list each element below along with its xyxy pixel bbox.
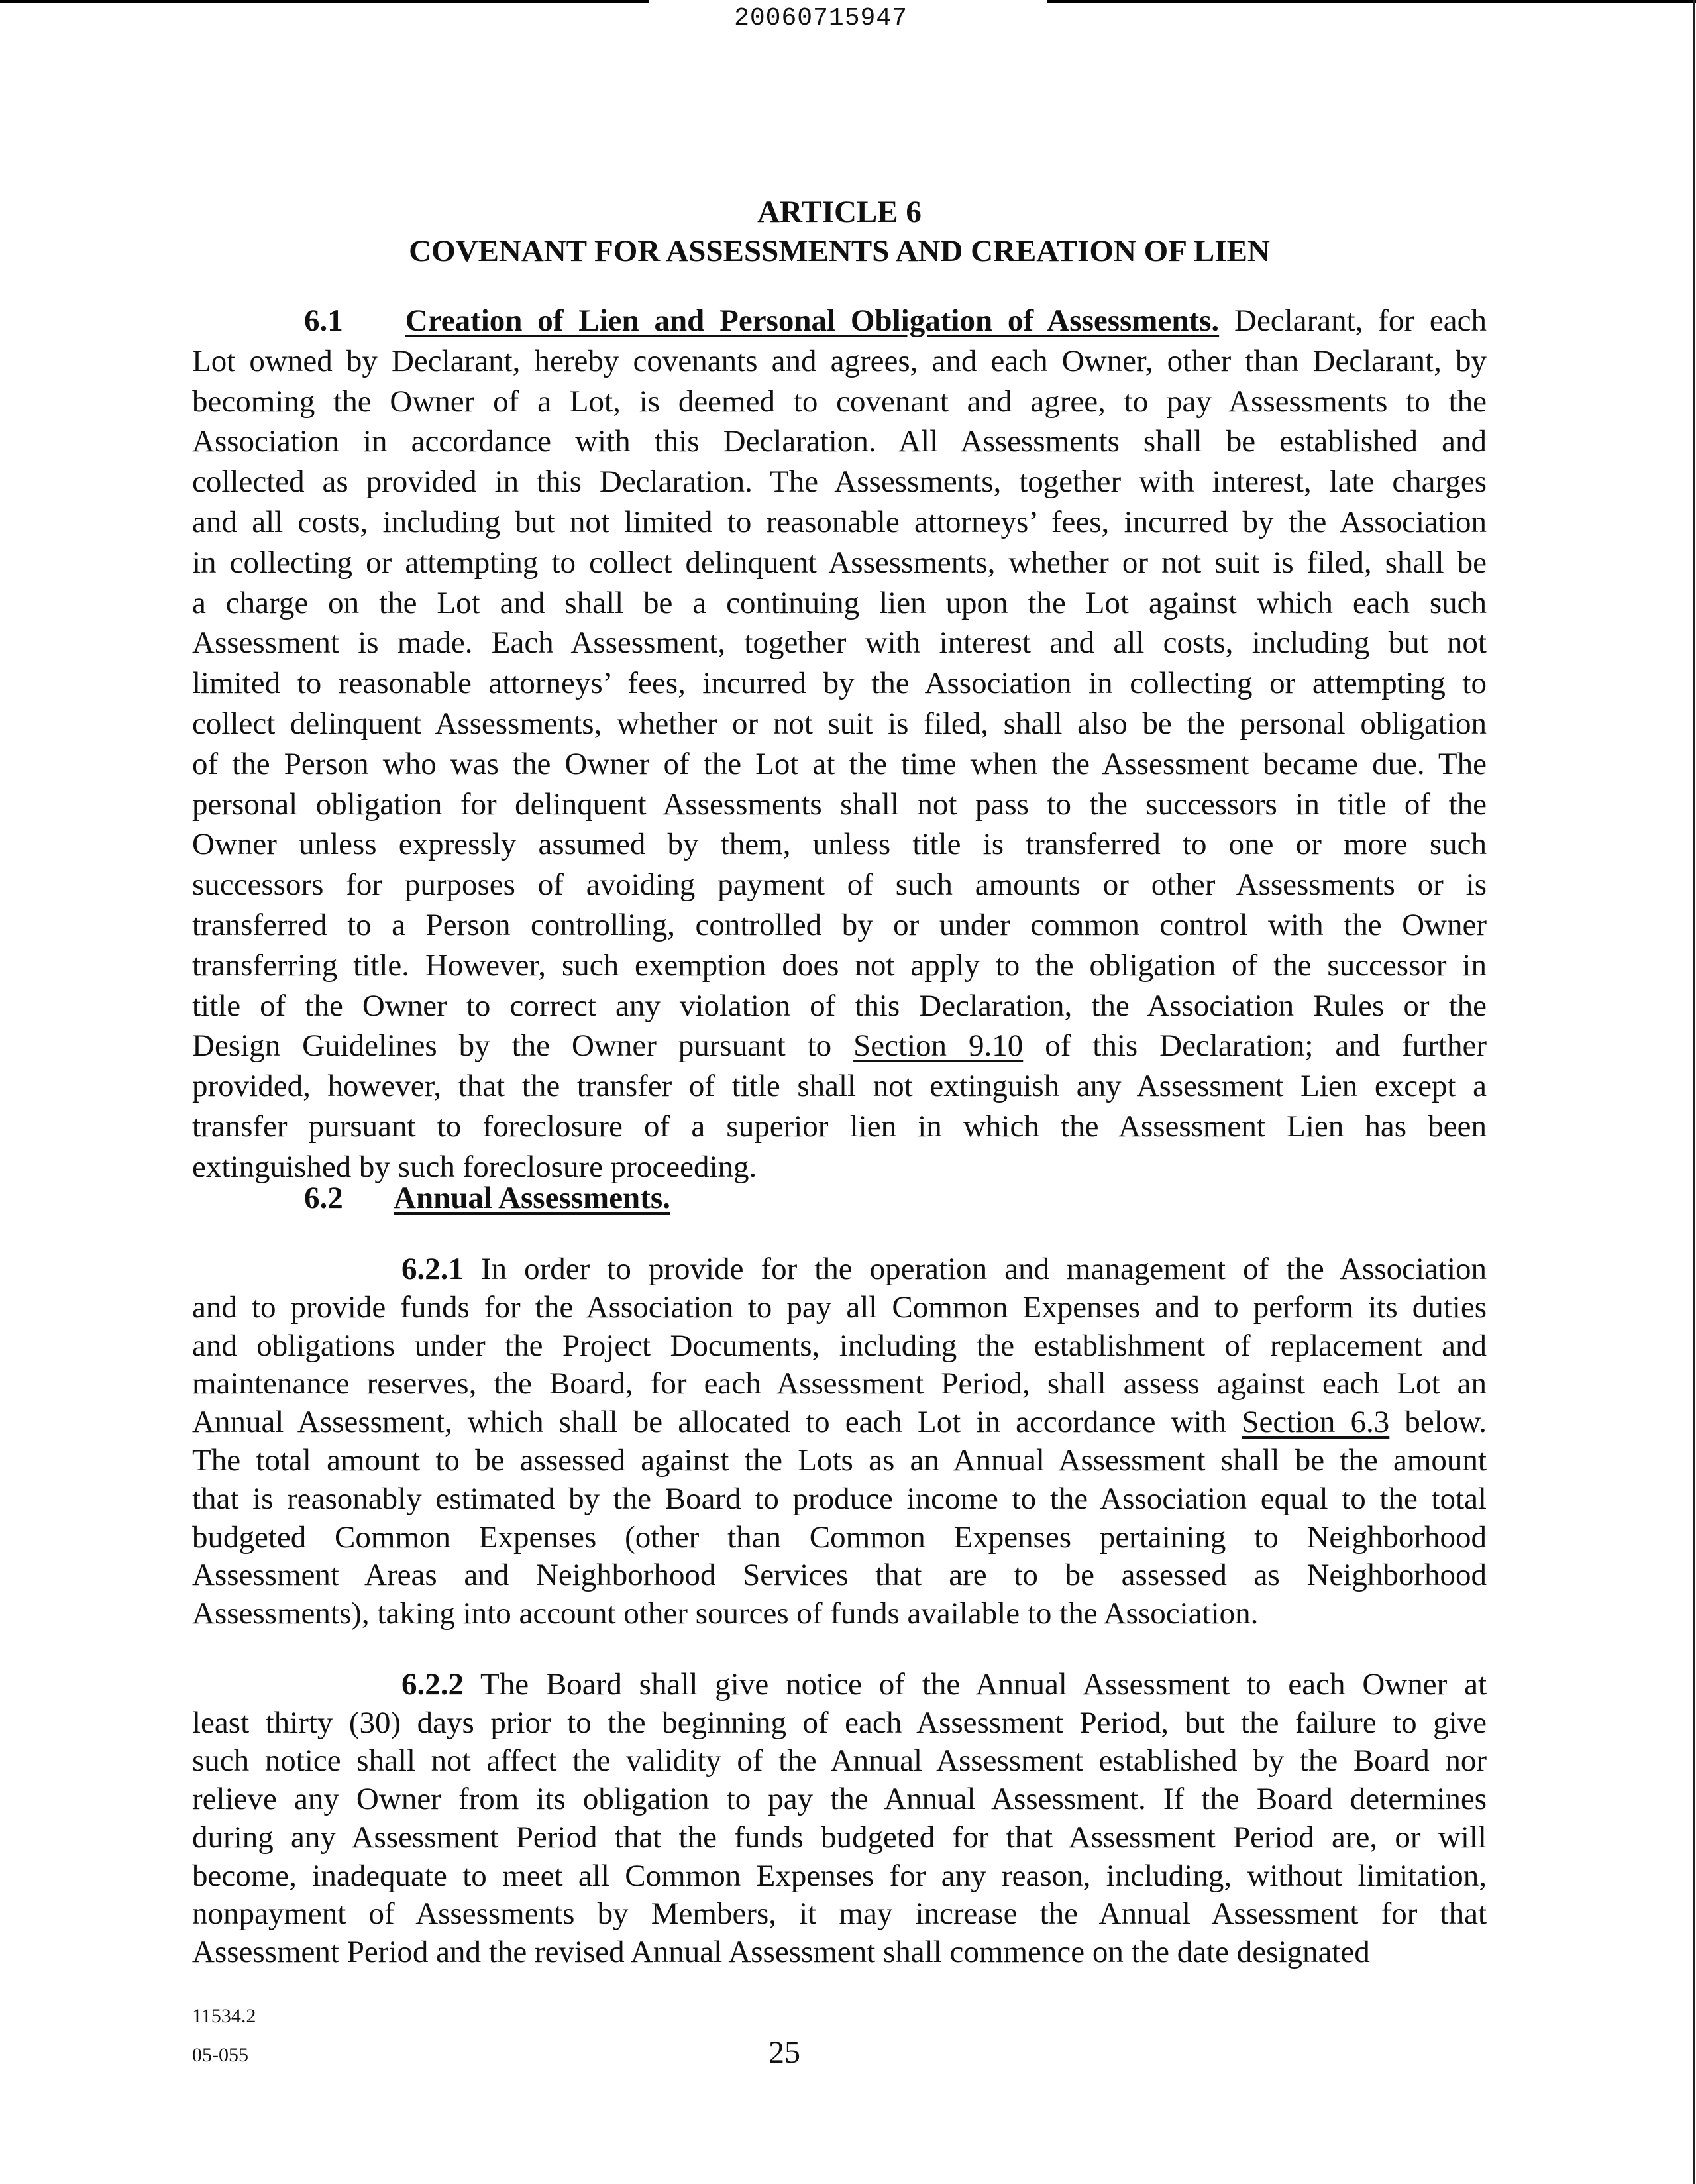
text-line: collected as provided in this Declaration. The Assessments, together with interest, late charges [192, 464, 1487, 500]
text-line: provided, however, that the transfer of title shall not extinguish any Assessment Lien except a [192, 1069, 1487, 1104]
scan-border-top-left [0, 0, 649, 3]
section-number: 6.2 [304, 1181, 343, 1215]
text-line: of the Person who was the Owner of the Lot at the time when the Assessment became due. The [192, 746, 1487, 781]
text-line: maintenance reserves, the Board, for each Assessment Period, shall assess against each Lot an [192, 1366, 1487, 1401]
text-segment: Annual Assessment, which shall be allocated to each Lot in accordance with [192, 1405, 1242, 1440]
text-line: budgeted Common Expenses (other than Common Expenses pertaining to Neighborhood [192, 1519, 1487, 1555]
text-line: and obligations under the Project Documents, including the establishment of replacement and [192, 1328, 1487, 1363]
text-line: transfer pursuant to foreclosure of a superior lien in which the Assessment Lien has been [192, 1109, 1487, 1144]
text-line [192, 1250, 1487, 1289]
paragraph-6-2-2 [192, 1666, 1487, 1972]
emphasized-text: 6.1 [304, 303, 343, 338]
emphasized-text: Creation of Lien and Personal Obligation of Assessments. [405, 303, 1220, 338]
text-line: Assessments), taking into account other sources of funds available to the Association. [192, 1596, 1259, 1631]
text-line: nonpayment of Assessments by Members, it may increase the Annual Assessment for that [192, 1896, 1487, 1932]
text-line: collect delinquent Assessments, whether or not suit is filed, shall also be the personal obligation [192, 706, 1487, 741]
paragraph-6-1 [192, 301, 1487, 1187]
page-number: 25 [768, 2035, 800, 2070]
text-line: limited to reasonable attorneys’ fees, incurred by the Association in collecting or attempting to [192, 666, 1487, 701]
text-line: such notice shall not affect the validity of the Annual Assessment established by the Board nor [192, 1743, 1487, 1778]
text-segment: Design Guidelines by the Owner pursuant to [192, 1028, 854, 1064]
text-line: a charge on the Lot and shall be a continuing lien upon the Lot against which each such [192, 585, 1487, 620]
text-segment: In order to provide for the operation and management of the Association [464, 1252, 1487, 1286]
text-line [192, 1403, 1487, 1442]
paragraph-6-2-1 [192, 1250, 1487, 1633]
cross-reference-link: Section 6.3 [1242, 1405, 1390, 1440]
text-segment: The Board shall give notice of the Annual Assessment to each Owner at [464, 1667, 1487, 1702]
emphasized-text: 6.2.1 [401, 1252, 464, 1286]
scan-border-top-right [1047, 0, 1696, 3]
text-line [192, 1666, 1487, 1704]
section-title: Annual Assessments. [394, 1181, 670, 1215]
text-line: Lot owned by Declarant, hereby covenants and agrees, and each Owner, other than Declarant, by [192, 343, 1487, 378]
text-line: Assessment is made. Each Assessment, together with interest and all costs, including but not [192, 626, 1487, 661]
footer-file-code: 05-055 [192, 2044, 248, 2066]
scan-border-right [1693, 0, 1695, 2184]
text-line: personal obligation for delinquent Assessments shall not pass to the successors in title of the [192, 787, 1487, 822]
cross-reference-link: Section 9.10 [853, 1028, 1024, 1064]
document-number: 20060715947 [734, 4, 908, 32]
section-6-2-heading [304, 1179, 670, 1217]
text-line: during any Assessment Period that the funds budgeted for that Assessment Period are, or will [192, 1820, 1487, 1855]
text-line: successors for purposes of avoiding payment of such amounts or other Assessments or is [192, 867, 1487, 902]
text-line: Assessment Period and the revised Annual Assessment shall commence on the date designated [192, 1934, 1370, 1969]
text-line [192, 301, 1487, 341]
text-line: relieve any Owner from its obligation to pay the Annual Assessment. If the Board determines [192, 1782, 1487, 1817]
text-segment [343, 303, 405, 338]
text-segment: below. [1389, 1405, 1487, 1440]
text-segment: of this Declaration; and further [1023, 1028, 1487, 1064]
text-line: in collecting or attempting to collect delinquent Assessments, whether or not suit is filed, shall be [192, 545, 1487, 580]
article-subtitle: COVENANT FOR ASSESSMENTS AND CREATION OF LIEN [409, 234, 1270, 268]
footer-doc-code: 11534.2 [192, 2005, 256, 2027]
text-line: becoming the Owner of a Lot, is deemed to covenant and agree, to pay Assessments to the [192, 384, 1487, 419]
text-line [192, 1026, 1487, 1066]
text-line: and all costs, including but not limited to reasonable attorneys’ fees, incurred by the Association [192, 504, 1487, 539]
text-line: transferred to a Person controlling, controlled by or under common control with the Owner [192, 907, 1487, 942]
emphasized-text: 6.2.2 [401, 1667, 464, 1702]
text-line: extinguished by such foreclosure proceeding. [192, 1149, 757, 1184]
text-segment: Declarant, for each [1219, 303, 1487, 338]
text-line: title of the Owner to correct any violation of this Declaration, the Association Rules or the [192, 988, 1487, 1023]
article-title: ARTICLE 6 [757, 195, 922, 229]
text-line: Owner unless expressly assumed by them, unless title is transferred to one or more such [192, 827, 1487, 862]
text-line: transferring title. However, such exemption does not apply to the obligation of the successor in [192, 948, 1487, 983]
text-line: that is reasonably estimated by the Board to produce income to the Association equal to the total [192, 1481, 1487, 1516]
text-line: Association in accordance with this Declaration. All Assessments shall be established and [192, 424, 1487, 459]
text-line: Assessment Areas and Neighborhood Services that are to be assessed as Neighborhood [192, 1558, 1487, 1593]
text-line: and to provide funds for the Association to pay all Common Expenses and to perform its duties [192, 1289, 1487, 1325]
text-line: become, inadequate to meet all Common Expenses for any reason, including, without limitation, [192, 1858, 1487, 1893]
text-line: least thirty (30) days prior to the beginning of each Assessment Period, but the failure to give [192, 1705, 1487, 1740]
text-line: The total amount to be assessed against the Lots as an Annual Assessment shall be the amount [192, 1443, 1487, 1478]
